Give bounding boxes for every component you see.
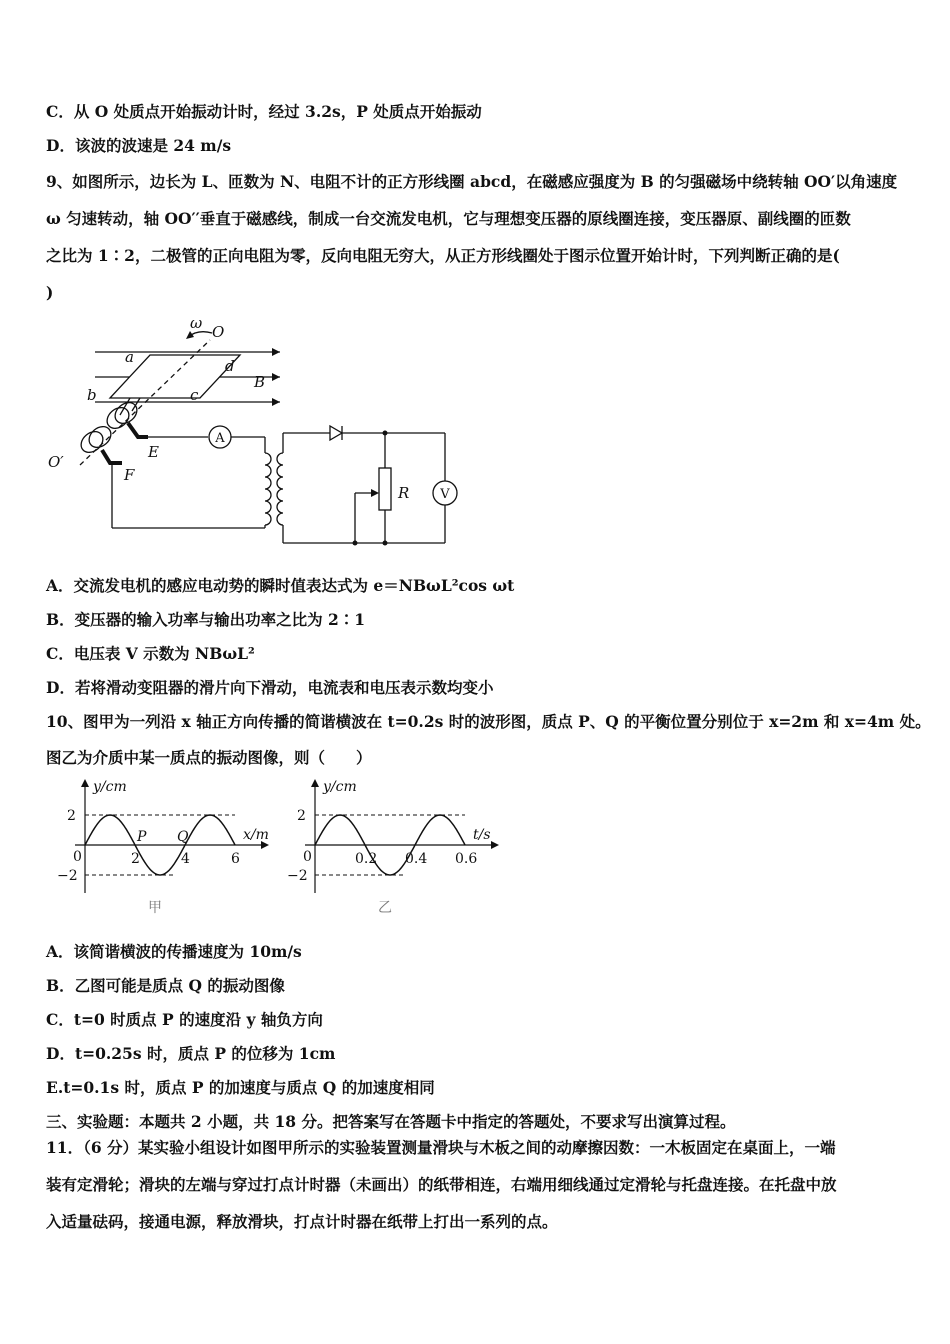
label-voltmeter: V [440, 487, 450, 502]
q11-stem-line-3: 入适量砝码，接通电源，释放滑块，打点计时器在纸带上打出一系列的点。 [46, 1212, 558, 1231]
x-axis-label: t/s [473, 827, 491, 843]
label-d: d [225, 357, 235, 375]
q9-option-c: C．电压表 V 示数为 NBωL² [46, 644, 255, 663]
wave-chart-jia [55, 775, 285, 920]
q10-option-c: C．t=0 时质点 P 的速度沿 y 轴负方向 [46, 1010, 323, 1029]
q9-option-d: D．若将滑动变阻器的滑片向下滑动，电流表和电压表示数均变小 [46, 678, 494, 697]
q10-option-a: A．该简谐横波的传播速度为 10m/s [46, 942, 302, 961]
x-tick-label: 0.2 [355, 851, 378, 867]
x-tick-label: 6 [231, 851, 240, 867]
label-a: a [125, 348, 134, 366]
label-r: R [398, 484, 410, 502]
y-tick-label: −2 [57, 868, 78, 884]
point-label-q: Q [177, 829, 189, 845]
label-b: b [87, 386, 97, 404]
sliding-resistor [379, 468, 391, 510]
label-e: E [148, 443, 159, 461]
q8-option-c: C．从 O 处质点开始振动计时，经过 3.2s，P 处质点开始振动 [46, 102, 482, 121]
generator-circuit-figure [40, 315, 460, 555]
q11-stem-line-2: 装有定滑轮；滑块的左端与穿过打点计时器（未画出）的纸带相连，右端用细线通过定滑轮与托盘连接。在托盘中放 [46, 1175, 837, 1194]
y-axis-label: y/cm [93, 779, 127, 795]
q8-option-d: D．该波的波速是 24 m/s [46, 136, 232, 155]
q9-stem-line-4: ) [46, 283, 54, 302]
x-tick-label: 0.4 [405, 851, 428, 867]
diode [330, 426, 342, 440]
secondary-coil [277, 453, 283, 525]
label-field-b: B [254, 373, 266, 391]
y-axis-label: y/cm [323, 779, 357, 795]
y-axis-arrow [81, 779, 89, 787]
label-o-prime: O′ [48, 453, 64, 471]
q9-stem-line-1: 9、如图所示，边长为 L、匝数为 N、电阻不计的正方形线圈 abcd，在磁感应强度为 B 的匀强磁场中绕转轴 OO′以角速度 [46, 172, 898, 191]
q9-option-a: A．交流发电机的感应电动势的瞬时值表达式为 e＝NBωL²cos ωt [46, 576, 515, 595]
chart-caption: 乙 [378, 900, 392, 916]
x-tick-label: 2 [131, 851, 140, 867]
vibration-chart-yi [285, 775, 515, 920]
origin-label: 0 [303, 849, 312, 865]
y-axis-arrow [311, 779, 319, 787]
x-axis-label: x/m [243, 827, 269, 843]
brush-e [128, 423, 148, 437]
x-tick-label: 4 [181, 851, 190, 867]
q10-option-e: E.t=0.1s 时，质点 P 的加速度与质点 Q 的加速度相同 [46, 1078, 435, 1097]
brush-f [102, 450, 122, 463]
section-3-heading: 三、实验题：本题共 2 小题，共 18 分。把答案写在答题卡中指定的答题处，不要求写出演算过程。 [46, 1112, 736, 1131]
point-label-p: P [137, 829, 147, 845]
y-tick-label: 2 [67, 808, 76, 824]
q10-stem-line-1: 10、图甲为一列沿 x 轴正方向传播的简谐横波在 t=0.2s 时的波形图，质点 P、Q 的平衡位置分别位于 x=2m 和 x=4m 处。 [46, 712, 931, 731]
q9-stem-line-2: ω 匀速转动，轴 OO′′垂直于磁感线，制成一台交流发电机，它与理想变压器的原线圈连接，变压器原、副线圈的匝数 [46, 209, 851, 228]
x-axis-arrow [491, 841, 499, 849]
origin-label: 0 [73, 849, 82, 865]
y-tick-label: 2 [297, 808, 306, 824]
label-o: O [212, 323, 225, 341]
x-tick-label: 0.6 [455, 851, 478, 867]
q11-stem-line-1: 11．（6 分）某实验小组设计如图甲所示的实验装置测量滑块与木板之间的动摩擦因数：一木板固定在桌面上，一端 [46, 1138, 836, 1157]
y-tick-label: −2 [287, 868, 308, 884]
primary-coil [265, 453, 271, 525]
q10-stem-line-2: 图乙为介质中某一质点的振动图像，则（ ） [46, 748, 372, 767]
label-f: F [124, 466, 135, 484]
label-ammeter: A [215, 431, 225, 446]
q9-option-b: B．变压器的输入功率与输出功率之比为 2∶1 [46, 610, 366, 629]
label-omega: ω [190, 315, 203, 332]
q10-option-d: D．t=0.25s 时，质点 P 的位移为 1cm [46, 1044, 336, 1063]
q9-stem-line-3: 之比为 1∶2，二极管的正向电阻为零，反向电阻无穷大，从正方形线圈处于图示位置开始计时，下列判断正确的是( [46, 246, 840, 265]
q10-option-b: B．乙图可能是质点 Q 的振动图像 [46, 976, 285, 995]
label-c: c [190, 386, 199, 404]
chart-caption: 甲 [148, 900, 162, 916]
